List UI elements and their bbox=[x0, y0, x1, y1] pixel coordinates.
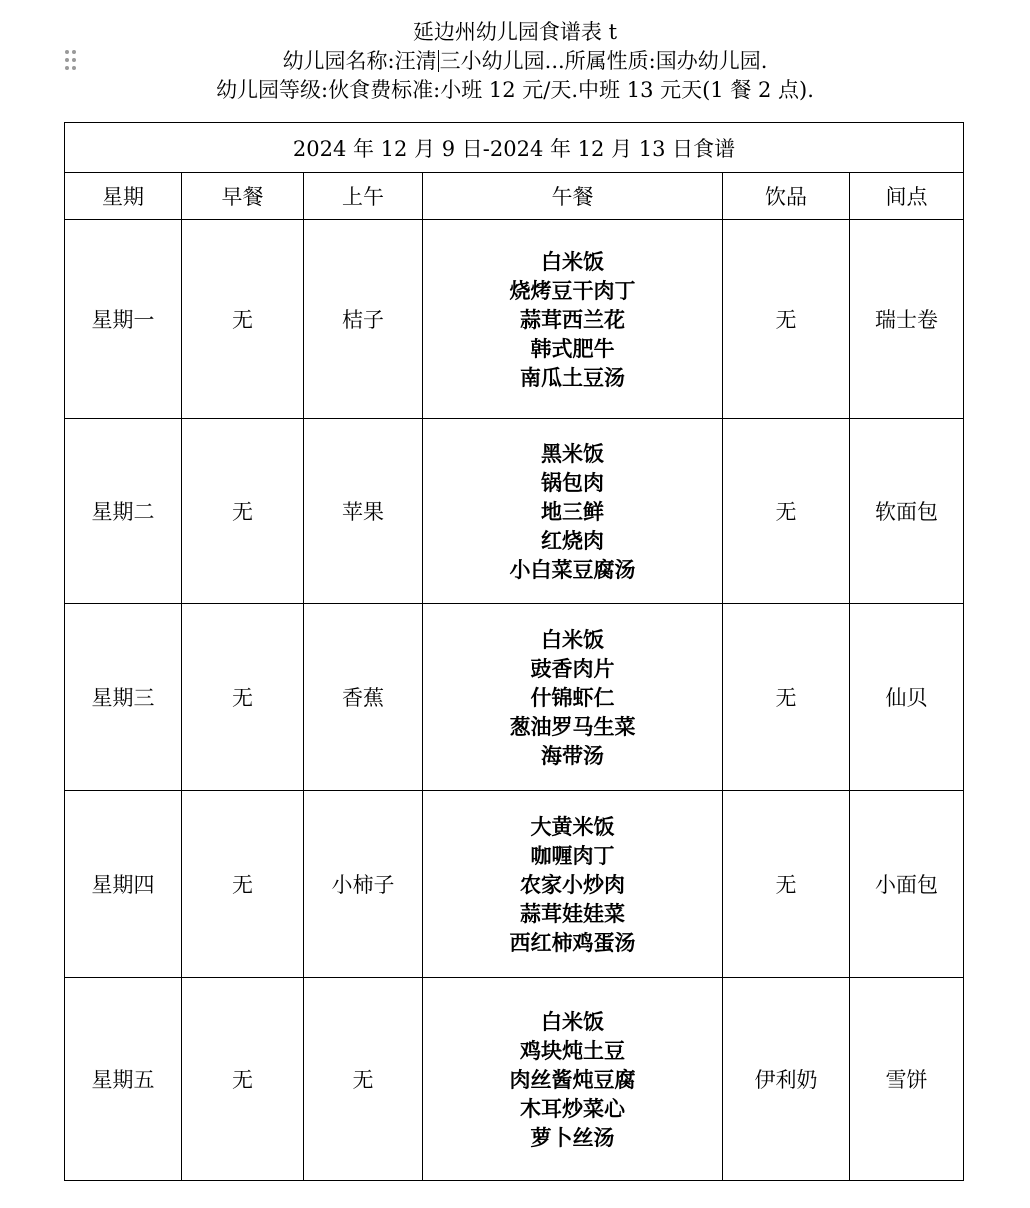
breakfast-cell[interactable]: 无 bbox=[182, 220, 304, 419]
lunch-dish: 地三鲜 bbox=[541, 498, 604, 524]
drink-cell[interactable]: 无 bbox=[723, 419, 850, 604]
lunch-dish: 豉香肉片 bbox=[530, 655, 615, 681]
lunch-dish: 鸡块炖土豆 bbox=[520, 1037, 625, 1063]
lunch-cell[interactable] bbox=[423, 978, 723, 1181]
lunch-dish: 海带汤 bbox=[541, 742, 604, 768]
snack-cell[interactable]: 瑞士卷 bbox=[850, 220, 964, 419]
morning-cell[interactable]: 无 bbox=[304, 978, 423, 1181]
drink-cell[interactable]: 无 bbox=[723, 791, 850, 978]
lunch-dish: 什锦虾仁 bbox=[530, 684, 615, 710]
snack-cell[interactable]: 雪饼 bbox=[850, 978, 964, 1181]
lunch-dish: 农家小炒肉 bbox=[520, 871, 625, 897]
table-row bbox=[65, 604, 964, 791]
snack-cell[interactable]: 小面包 bbox=[850, 791, 964, 978]
table-row bbox=[65, 220, 964, 419]
table-caption-row bbox=[65, 123, 964, 173]
lunch-dish: 韩式肥牛 bbox=[530, 335, 615, 361]
column-header-lunch[interactable]: 午餐 bbox=[423, 173, 723, 220]
lunch-dish: 木耳炒菜心 bbox=[520, 1095, 625, 1121]
table-header-row bbox=[65, 173, 964, 220]
morning-cell[interactable]: 香蕉 bbox=[304, 604, 423, 791]
breakfast-cell[interactable]: 无 bbox=[182, 604, 304, 791]
table-row bbox=[65, 978, 964, 1181]
lunch-dish: 白米饭 bbox=[541, 248, 604, 274]
lunch-dish: 大黄米饭 bbox=[530, 813, 615, 839]
lunch-dish: 蒜茸西兰花 bbox=[520, 306, 625, 332]
lunch-dish: 萝卜丝汤 bbox=[530, 1124, 615, 1150]
kindergarten-name-line[interactable] bbox=[0, 47, 1030, 76]
weekday-cell[interactable]: 星期三 bbox=[65, 604, 182, 791]
lunch-dish: 烧烤豆干肉丁 bbox=[509, 277, 636, 303]
lunch-cell[interactable] bbox=[423, 220, 723, 419]
lunch-cell[interactable] bbox=[423, 791, 723, 978]
lunch-cell[interactable] bbox=[423, 604, 723, 791]
lunch-dish: 南瓜土豆汤 bbox=[520, 364, 625, 390]
lunch-dish: 锅包肉 bbox=[541, 469, 604, 495]
document-header bbox=[0, 18, 1030, 105]
kindergarten-level-line[interactable]: 幼儿园等级:伙食费标准:小班 12 元/天.中班 13 元天(1 餐 2 点). bbox=[216, 78, 814, 102]
weekday-cell[interactable]: 星期四 bbox=[65, 791, 182, 978]
breakfast-cell[interactable]: 无 bbox=[182, 978, 304, 1181]
document-title[interactable]: 延边州幼儿园食谱表 t bbox=[412, 20, 618, 44]
lunch-dish: 肉丝酱炖豆腐 bbox=[509, 1066, 636, 1092]
lunch-dish: 白米饭 bbox=[541, 626, 604, 652]
column-header-breakfast[interactable]: 早餐 bbox=[182, 173, 304, 220]
lunch-dish: 白米饭 bbox=[541, 1008, 604, 1034]
table-caption[interactable]: 2024 年 12 月 9 日-2024 年 12 月 13 日食谱 bbox=[65, 123, 964, 173]
table-row bbox=[65, 419, 964, 604]
lunch-dish: 葱油罗马生菜 bbox=[509, 713, 636, 739]
snack-cell[interactable]: 仙贝 bbox=[850, 604, 964, 791]
column-header-weekday[interactable]: 星期 bbox=[65, 173, 182, 220]
lunch-dish: 西红柿鸡蛋汤 bbox=[509, 929, 636, 955]
drink-cell[interactable]: 伊利奶 bbox=[723, 978, 850, 1181]
drink-cell[interactable]: 无 bbox=[723, 604, 850, 791]
morning-cell[interactable]: 苹果 bbox=[304, 419, 423, 604]
morning-cell[interactable]: 小柿子 bbox=[304, 791, 423, 978]
column-header-snack[interactable]: 间点 bbox=[850, 173, 964, 220]
text-cursor bbox=[438, 50, 439, 72]
snack-cell[interactable]: 软面包 bbox=[850, 419, 964, 604]
weekday-cell[interactable]: 星期一 bbox=[65, 220, 182, 419]
column-header-drink[interactable]: 饮品 bbox=[723, 173, 850, 220]
morning-cell[interactable]: 桔子 bbox=[304, 220, 423, 419]
column-header-morning[interactable]: 上午 bbox=[304, 173, 423, 220]
table-row bbox=[65, 791, 964, 978]
menu-table bbox=[64, 122, 964, 1181]
lunch-dish: 蒜茸娃娃菜 bbox=[520, 900, 625, 926]
lunch-dish: 红烧肉 bbox=[541, 527, 604, 553]
lunch-cell[interactable] bbox=[423, 419, 723, 604]
drink-cell[interactable]: 无 bbox=[723, 220, 850, 419]
lunch-dish: 黑米饭 bbox=[541, 440, 604, 466]
lunch-dish: 小白菜豆腐汤 bbox=[509, 556, 636, 582]
weekday-cell[interactable]: 星期五 bbox=[65, 978, 182, 1181]
breakfast-cell[interactable]: 无 bbox=[182, 791, 304, 978]
lunch-dish: 咖喱肉丁 bbox=[530, 842, 615, 868]
kindergarten-name-suffix: 三小幼儿园...所属性质:国办幼儿园. bbox=[439, 49, 768, 73]
breakfast-cell[interactable]: 无 bbox=[182, 419, 304, 604]
kindergarten-name-prefix: 幼儿园名称:汪清 bbox=[282, 49, 437, 73]
weekday-cell[interactable]: 星期二 bbox=[65, 419, 182, 604]
